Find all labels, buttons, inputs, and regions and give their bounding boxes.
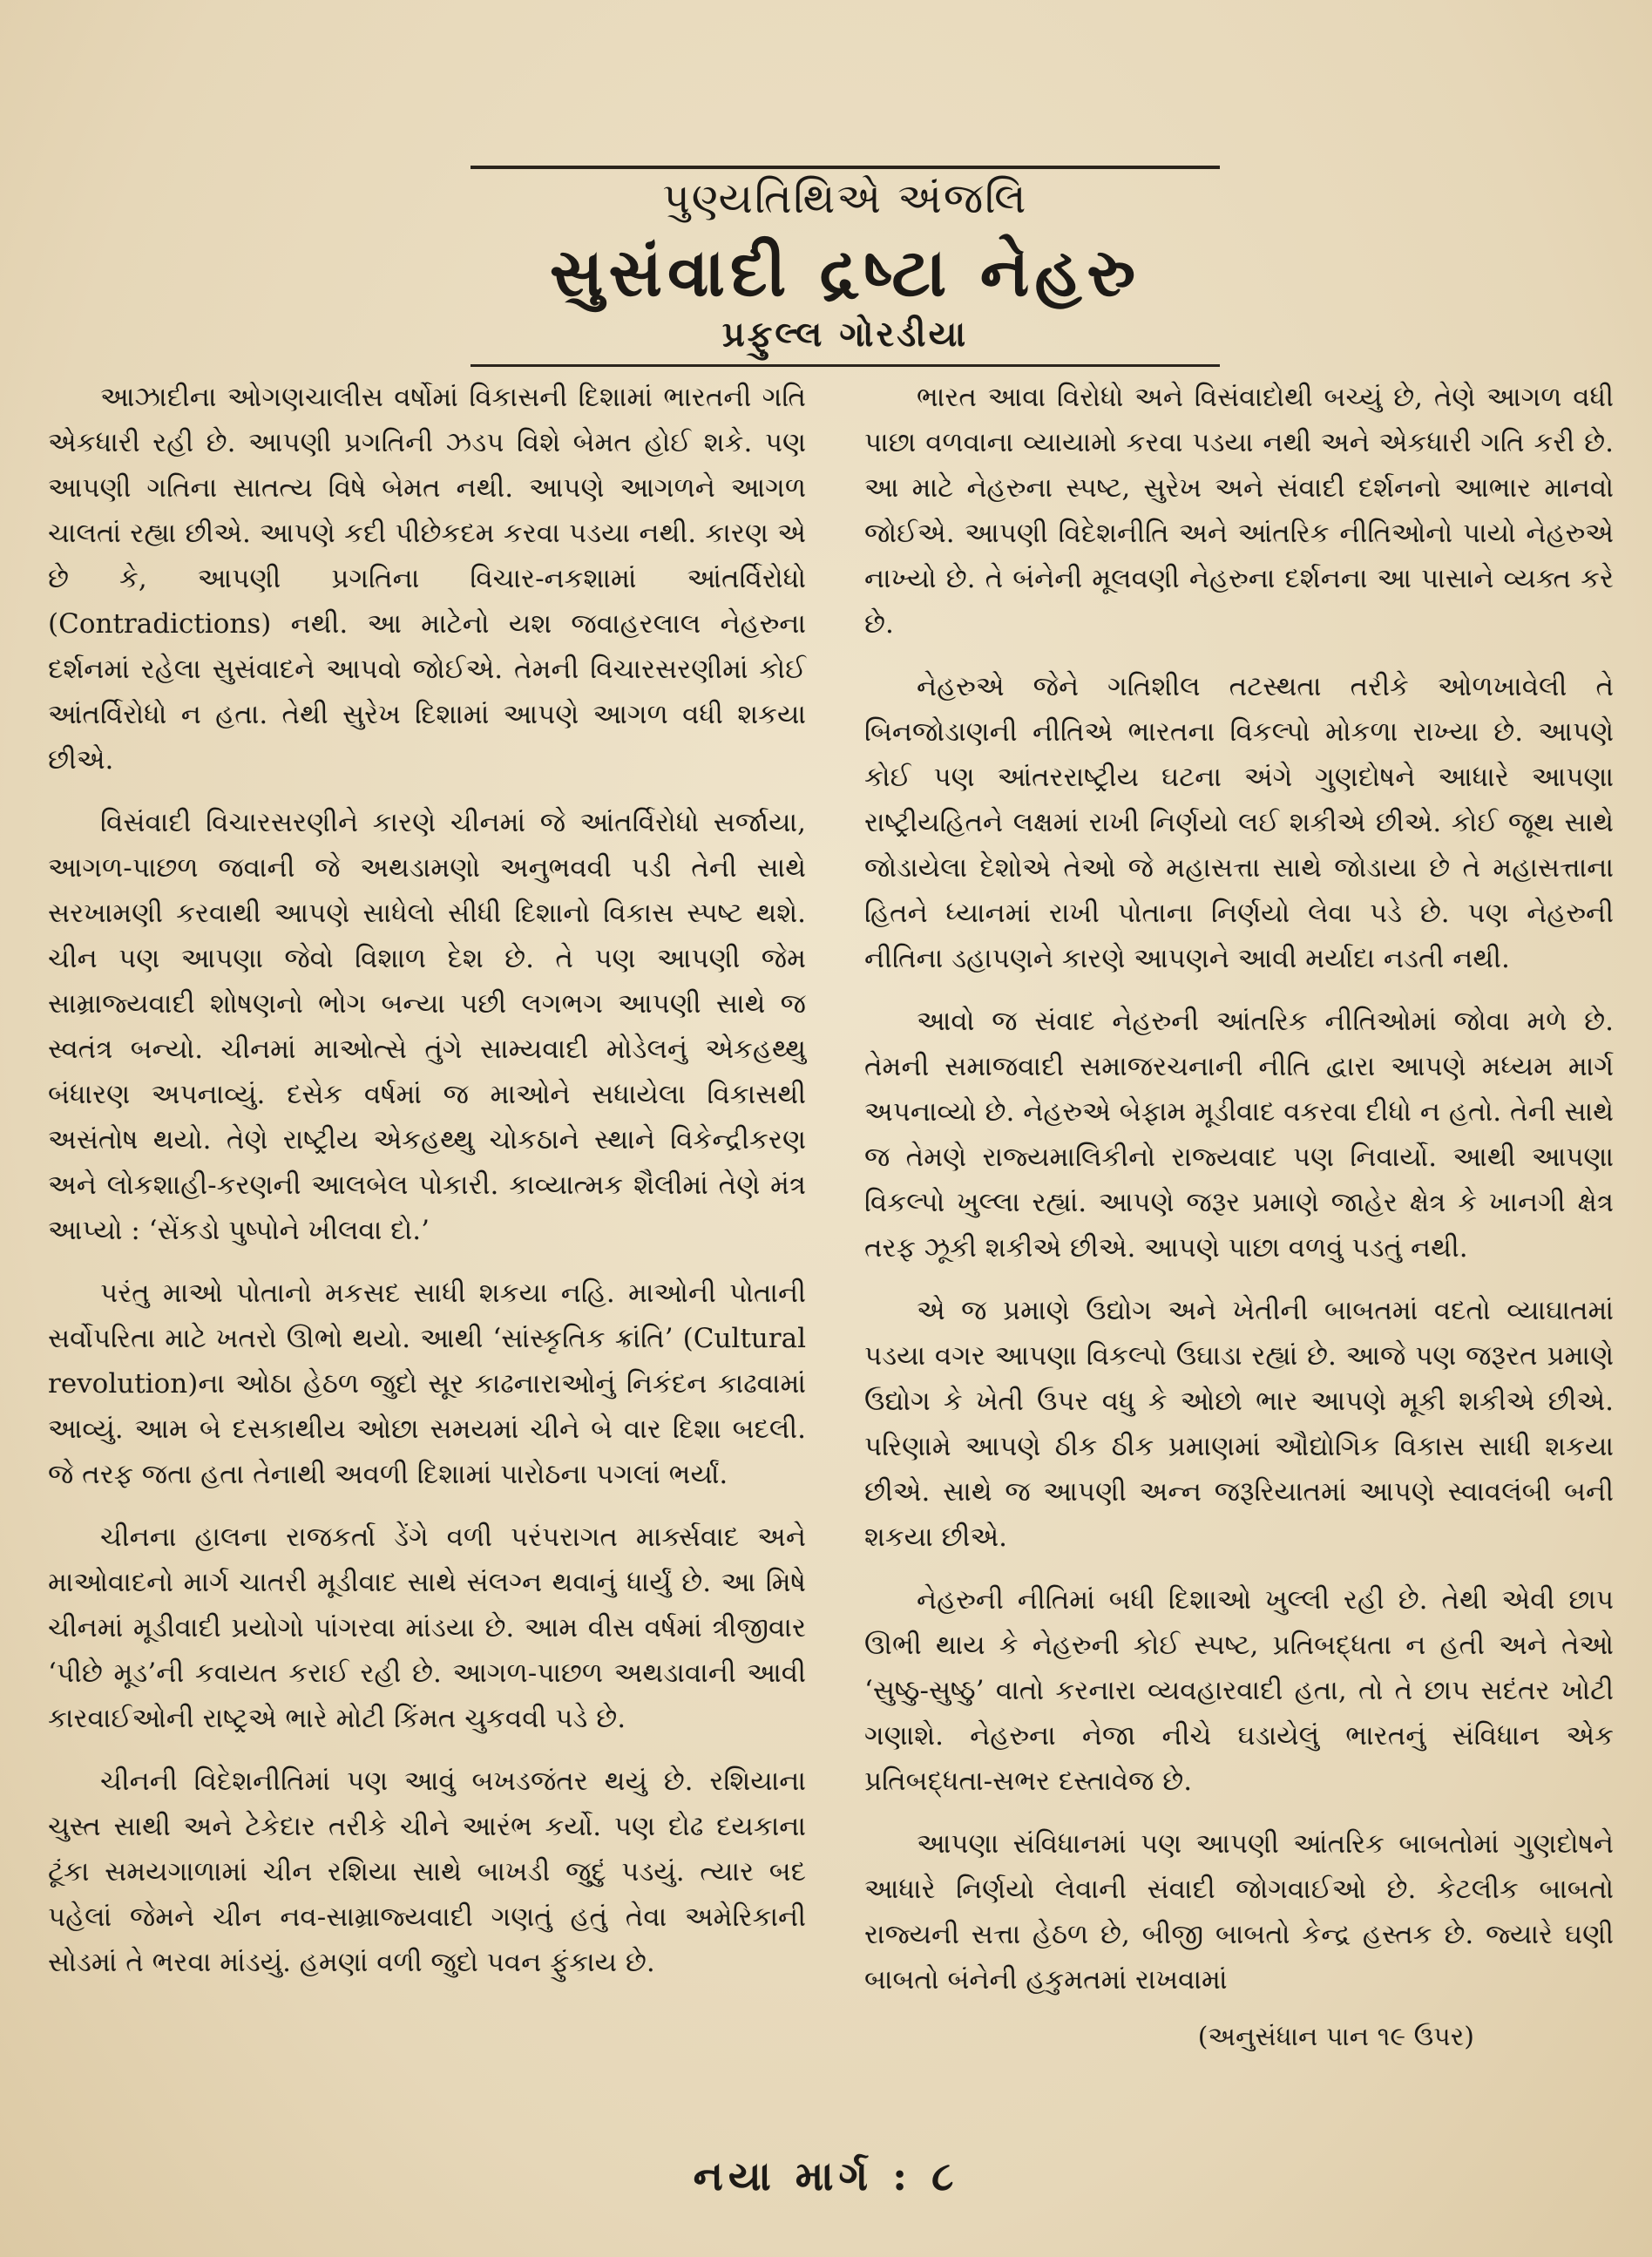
header-rule-top [471, 166, 1220, 169]
paragraph: ભારત આવા વિરોધો અને વિસંવાદોથી બચ્યું છે, તેણે આગળ વધી પાછા વળવાના વ્યાયામો કરવા પડયા નથી અને એકધારી ગતિ કરી છે. આ માટે નેહરુના સ્પષ્ટ, સુરેખ અને સંવાદી દર્શનનો આભાર માનવો જોઈએ. આપણી વિદેશનીતિ અને આંતરિક નીતિઓનો પાયો નેહરુએ નાખ્યો છે. તે બંનેની મૂલવણી નેહરુના દર્શનના આ પાસાને વ્યક્ત કરે છે. [864, 382, 1614, 640]
paragraph: ચીનના હાલના રાજકર્તા ડેંગે વળી પરંપરાગત માર્ક્સવાદ અને માઓવાદનો માર્ગ ચાતરી મૂડીવાદ સાથે સંલગ્ન થવાનું ધાર્યું છે. આ મિષે ચીનમાં મૂડીવાદી પ્રયોગો પાંગરવા માંડયા છે. આમ વીસ વર્ષમાં ત્રીજીવાર ‘પીછે મૂડ’ની કવાયત કરાઈ રહી છે. આગળ-પાછળ અથડાવાની આવી કારવાઈઓની રાષ્ટ્રએ ભારે મોટી કિંમત ચુકવવી પડે છે. [48, 1522, 806, 1734]
paragraph: આપણા સંવિધાનમાં પણ આપણી આંતરિક બાબતોમાં ગુણદોષને આધારે નિર્ણયો લેવાની સંવાદી જોગવાઈઓ છે. કેટલીક બાબતો રાજ્યની સત્તા હેઠળ છે, બીજી બાબતો કેન્દ્ર હસ્તક છે. જ્યારે ઘણી બાબતો બંનેની હકુમતમાં રાખવામાં [864, 1828, 1614, 1996]
paragraph: એ જ પ્રમાણે ઉદ્યોગ અને ખેતીની બાબતમાં વદતો વ્યાઘાતમાં પડયા વગર આપણા વિકલ્પો ઉઘાડા રહ્યાં છે. આજે પણ જરૂરત પ્રમાણે ઉદ્યોગ કે ખેતી ઉપર વધુ કે ઓછો ભાર આપણે મૂકી શકીએ છીએ. પરિણામે આપણે ઠીક ઠીક પ્રમાણમાં ઔદ્યોગિક વિકાસ સાધી શકયા છીએ. સાથે જ આપણી અન્ન જરૂરિયાતમાં આપણે સ્વાવલંબી બની શકયા છીએ. [864, 1295, 1614, 1553]
paragraph: ચીનની વિદેશનીતિમાં પણ આવું બખડજંતર થયું છે. રશિયાના ચુસ્ત સાથી અને ટેકેદાર તરીકે ચીને આરંભ કર્યો. પણ દોઢ દયકાના ટૂંકા સમયગાળામાં ચીન રશિયા સાથે બાખડી જુદું પડયું. ત્યાર બદ પહેલાં જેમને ચીન નવ-સામ્રાજ્યવાદી ગણતું હતું તેવા અમેરિકાની સોડમાં તે ભરવા માંડયું. હમણાં વળી જુદો પવન ફુંકાય છે. [48, 1766, 806, 1978]
right-column [864, 375, 1614, 2060]
article-author: પ્રફુલ્લ ગોરડીયા [721, 314, 969, 355]
paragraph: આઝાદીના ઓગણચાલીસ વર્ષોમાં વિકાસની દિશામાં ભારતની ગતિ એકધારી રહી છે. આપણી પ્રગતિની ઝડપ વિશે બેમત હોઈ શકે. પણ આપણી ગતિના સાતત્ય વિષે બેમત નથી. આપણે આગળને આગળ ચાલતાં રહ્યા છીએ. આપણે કદી પીછેકદમ કરવા પડયા નથી. કારણ એ છે કે, આપણી પ્રગતિના વિચાર-નકશામાં આંતર્વિરોધો (Contradictions) નથી. આ માટેનો યશ જવાહરલાલ નેહરુના દર્શનમાં રહેલા સુસંવાદને આપવો જોઈએ. તેમની વિચારસરણીમાં કોઈ આંતર્વિરોધો ન હતા. તેથી સુરેખ દિશામાં આપણે આગળ વધી શકયા છીએ. [48, 382, 806, 776]
paragraph: વિસંવાદી વિચારસરણીને કારણે ચીનમાં જે આંતર્વિરોધો સર્જાયા, આગળ-પાછળ જવાની જે અથડામણો અનુભવવી પડી તેની સાથે સરખામણી કરવાથી આપણે સાધેલો સીધી દિશાનો વિકાસ સ્પષ્ટ થશે. ચીન પણ આપણા જેવો વિશાળ દેશ છે. તે પણ આપણી જેમ સામ્રાજ્યવાદી શોષણનો ભોગ બન્યા પછી લગભગ આપણી સાથે જ સ્વતંત્ર બન્યો. ચીનમાં માઓત્સે તુંગે સામ્યવાદી મોડેલનું એકહથ્થુ બંધારણ અપનાવ્યું. દસેક વર્ષમાં જ માઓને સધાયેલા વિકાસથી અસંતોષ થયો. તેણે રાષ્ટ્રીય એકહથ્થુ ચોકઠાને સ્થાને વિકેન્દ્રીકરણ અને લોકશાહી-કરણની આલબેલ પોકારી. કાવ્યાત્મક શૈલીમાં તેણે મંત્ર આપ્યો : ‘સેંકડો પુષ્પોને ખીલવા દો.’ [48, 807, 806, 1246]
article-kicker: પુણ્યતિથિએ અંજલિ [662, 174, 1028, 223]
header-rule-bottom [471, 364, 1220, 367]
article-title: સુસંવાદી દ્રષ્ટા નેહરુ [549, 234, 1141, 311]
left-column [48, 375, 806, 2003]
continued-note: (અનુસંધાન પાન ૧૯ ઉપર) [1197, 2022, 1474, 2052]
paragraph: પરંતુ માઓ પોતાનો મકસદ સાધી શકયા નહિ. માઓની પોતાની સર્વોપરિતા માટે ખતરો ઊભો થયો. આથી ‘સાંસ્કૃતિક ક્રાંતિ’ (Cultural revolution)ના ઓઠા હેઠળ જુદો સૂર કાઢનારાઓનું નિકંદન કાઢવામાં આવ્યું. આમ બે દસકાથીય ઓછા સમયમાં ચીને બે વાર દિશા બદલી. જે તરફ જતા હતા તેનાથી અવળી દિશામાં પારોઠના પગલાં ભર્યાં. [48, 1278, 806, 1490]
paragraph: નેહરુએ જેને ગતિશીલ તટસ્થતા તરીકે ઓળખાવેલી તે બિનજોડાણની નીતિએ ભારતના વિકલ્પો મોકળા રાખ્યા છે. આપણે કોઈ પણ આંતરરાષ્ટ્રીય ઘટના અંગે ગુણદોષને આધારે આપણા રાષ્ટ્રીયહિતને લક્ષમાં રાખી નિર્ણયો લઈ શકીએ છીએ. કોઈ જૂથ સાથે જોડાયેલા દેશોએ તેઓ જે મહાસત્તા સાથે જોડાયા છે તે મહાસત્તાના હિતને ધ્યાનમાં રાખી પોતાના નિર્ણયો લેવા પડે છે. પણ નેહરુની નીતિના ડહાપણને કારણે આપણને આવી મર્યાદા નડતી નથી. [864, 671, 1614, 974]
page-footer: નયા માર્ગ : ૮ [693, 2152, 959, 2199]
paragraph: આવો જ સંવાદ નેહરુની આંતરિક નીતિઓમાં જોવા મળે છે. તેમની સમાજવાદી સમાજરચનાની નીતિ દ્વારા આપણે મધ્યમ માર્ગ અપનાવ્યો છે. નેહરુએ બેફામ મૂડીવાદ વકરવા દીધો ન હતો. તેની સાથે જ તેમણે રાજ્યમાલિકીનો રાજ્યવાદ પણ નિવાર્યો. આથી આપણા વિકલ્પો ખુલ્લા રહ્યાં. આપણે જરૂર પ્રમાણે જાહેર ક્ષેત્ર કે ખાનગી ક્ષેત્ર તરફ ઝૂકી શકીએ છીએ. આપણે પાછા વળવું પડતું નથી. [864, 1006, 1614, 1264]
paragraph: નેહરુની નીતિમાં બધી દિશાઓ ખુલ્લી રહી છે. તેથી એવી છાપ ઊભી થાય કે નેહરુની કોઈ સ્પષ્ટ, પ્રતિબદ્ધતા ન હતી અને તેઓ ‘સુષ્ઠુ-સુષ્ઠુ’ વાતો કરનારા વ્યવહારવાદી હતા, તો તે છાપ સદંતર ખોટી ગણાશે. નેહરુના નેજા નીચે ઘડાયેલું ભારતનું સંવિધાન એક પ્રતિબદ્ધતા-સભર દસ્તાવેજ છે. [864, 1584, 1614, 1797]
